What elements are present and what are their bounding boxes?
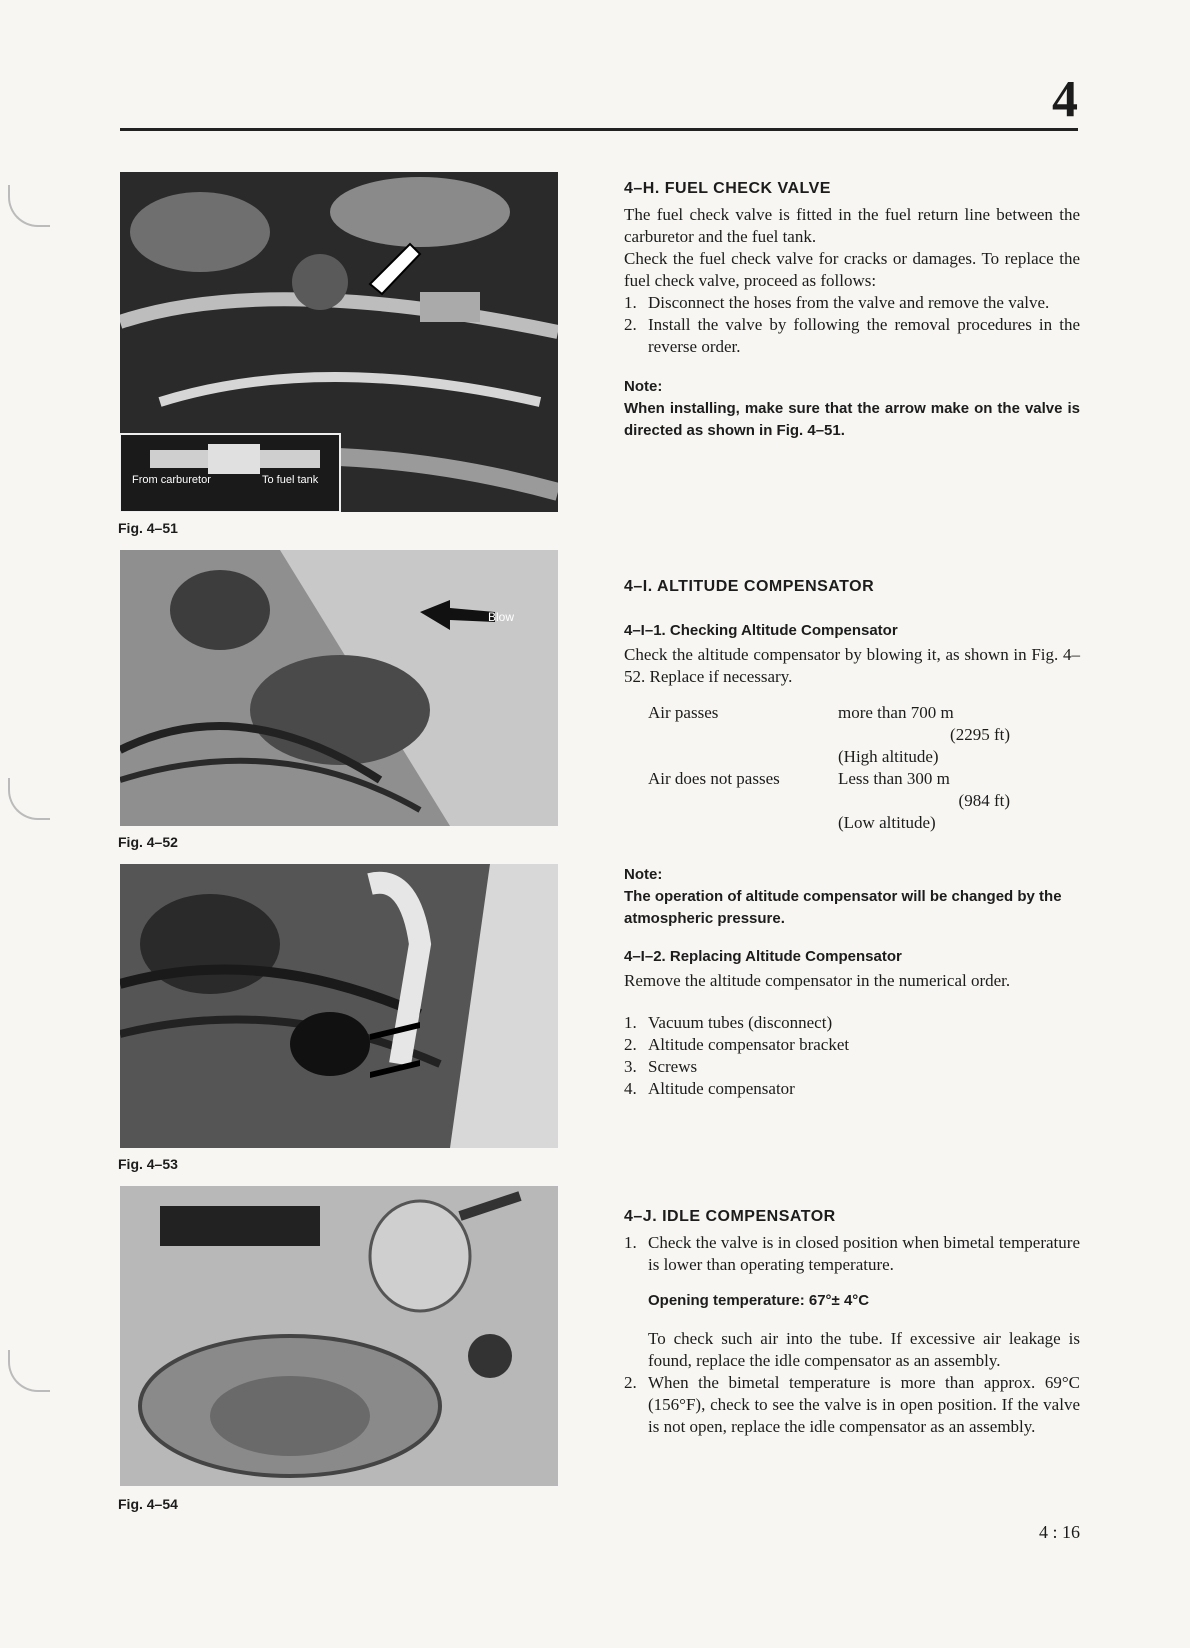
header-rule: [120, 128, 1078, 131]
paragraph: Check the altitude compensator by blowing it, as shown in Fig. 4–52. Replace if necessary.: [624, 645, 1080, 686]
section-fuel-check-valve: [624, 178, 1080, 442]
section-heading: 4–J. IDLE COMPENSATOR: [624, 1208, 836, 1225]
section-heading: 4–I. ALTITUDE COMPENSATOR: [624, 578, 875, 595]
section-idle-compensator: [624, 1206, 1080, 1438]
figure-caption: Fig. 4–52: [118, 834, 178, 850]
list-item: 4. Altitude compensator: [624, 1079, 795, 1098]
subsection-heading: 4–I–1. Checking Altitude Compensator: [624, 622, 898, 639]
list-item: 2. When the bimetal temperature is more than approx. 69°C (156°F), check to see the valve is in open position. If the valve is not open, replace the idle compensator as an assembly.: [624, 1373, 1080, 1436]
note-body: The operation of altitude compensator will be changed by the atmospheric pressure.: [624, 888, 1062, 927]
inset-label-to: To fuel tank: [262, 474, 319, 486]
subsection-heading: 4–I–2. Replacing Altitude Compensator: [624, 948, 902, 965]
figure-caption: Fig. 4–51: [118, 520, 178, 536]
altitude-table-row: Air passes more than 700 m (2295 ft) (High altitude): [648, 703, 1010, 766]
paragraph: To check such air into the tube. If excessive air leakage is found, replace the idle compensator as an assembly.: [648, 1329, 1080, 1370]
note-body: When installing, make sure that the arrow make on the valve is directed as shown in Fig. 4–51.: [624, 400, 1080, 439]
altitude-table-row: Air does not passes Less than 300 m (984 ft) (Low altitude): [648, 769, 1010, 832]
binder-hole-mark: [8, 185, 50, 227]
section-heading: 4–H. FUEL CHECK VALVE: [624, 180, 831, 197]
binder-hole-mark: [8, 778, 50, 820]
altitude-compensator-photo: [120, 550, 558, 826]
paragraph: Check the fuel check valve for cracks or damages. To replace the fuel check valve, proceed as follows:: [624, 249, 1080, 290]
section-altitude-compensator: [624, 576, 1080, 1100]
chapter-number: 4: [1052, 71, 1078, 128]
page-number: 4 : 16: [1038, 1522, 1080, 1542]
paragraph: The fuel check valve is fitted in the fuel return line between the carburetor and the fuel tank.: [624, 205, 1080, 246]
procedure-list: [624, 1372, 1080, 1438]
procedure-list: [624, 1232, 1080, 1276]
figure-caption: Fig. 4–54: [118, 1496, 178, 1512]
note-heading: Note:: [624, 866, 663, 883]
list-item: 1. Check the valve is in closed position when bimetal temperature is lower than operating temperature.: [624, 1233, 1080, 1274]
blow-label: Blow: [488, 610, 515, 624]
note-heading: Note:: [624, 378, 663, 395]
removal-order-list: [624, 1012, 1080, 1100]
list-item: 3. Screws: [624, 1057, 698, 1076]
spec-opening-temperature: Opening temperature: 67°± 4°C: [648, 1292, 870, 1309]
idle-compensator-photo: [120, 1186, 558, 1486]
list-item: 2. Install the valve by following the removal procedures in the reverse order.: [624, 315, 1080, 356]
fuel-check-valve-photo: [120, 172, 558, 512]
inset-label-from: From carburetor: [132, 474, 211, 486]
compensator-removal-photo: [120, 864, 558, 1148]
list-item: 1. Vacuum tubes (disconnect): [624, 1013, 833, 1032]
list-item: 2. Altitude compensator bracket: [624, 1035, 850, 1054]
list-item: 1. Disconnect the hoses from the valve and remove the valve.: [624, 293, 1050, 312]
paragraph: Remove the altitude compensator in the numerical order.: [624, 971, 1011, 990]
figure-caption: Fig. 4–53: [118, 1156, 178, 1172]
procedure-list: [624, 292, 1080, 358]
binder-hole-mark: [8, 1350, 50, 1392]
